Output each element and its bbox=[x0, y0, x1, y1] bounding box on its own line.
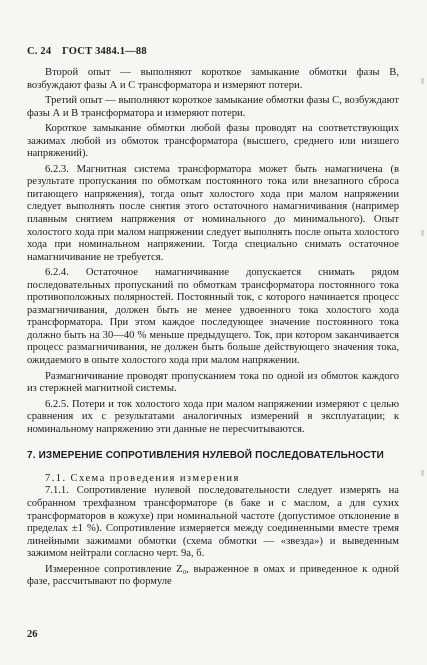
subsection-heading: 7.1. Схема проведения измерения bbox=[45, 472, 240, 484]
scan-edge-mark bbox=[421, 470, 424, 476]
document-body bbox=[27, 67, 399, 589]
paragraph: Третий опыт — выполняют короткое замыкание обмотки фазы С, возбуждают фазы А и В трансформатора и измеряют потери. bbox=[27, 95, 399, 119]
section-heading: 7. ИЗМЕРЕНИЕ СОПРОТИВЛЕНИЯ НУЛЕВОЙ ПОСЛЕДОВАТЕЛЬНОСТИ bbox=[27, 450, 384, 462]
scan-edge-mark bbox=[421, 230, 424, 236]
paragraph: 6.2.3. Магнитная система трансформатора может быть намагничена (в результате пропускания по обмоткам постоянного тока или внезапного сброса питающего напряжения), тогда опыт холостого хода при малом напряжении следует выполнять после снятия этого остаточного намагничивания (например плавным снятием напряжения от номинального до минимального). Опыт холостого хода при малом напряжении следует выполнять после опыта холостого хода при номинальном напряжении. Тогда специально снимать остаточное намагничивание не требуется. bbox=[27, 163, 399, 263]
paragraph: Измеренное сопротивление Z₀, выраженное в омах и приведенное к одной фазе, рассчитывают по формуле bbox=[27, 563, 399, 588]
paragraph: 6.2.4. Остаточное намагничивание допускается снимать рядом последовательных пропусканий по обмоткам трансформатора постоянного тока противоположных полярностей. Постоянный ток, с которого начинается процесс размагничивания, должен быть не менее удвоенного тока холостого хода трансформатора. При этом каждое последующее значение постоянного тока должно быть на 30—40 % меньше предыдущего. Ток, при котором заканчивается процесс размагничивания, не должен быть больше действующего значения тока, ожидаемого в опыте холостого хода при малом напряжении. bbox=[27, 267, 399, 367]
standard-number: ГОСТ 3484.1—88 bbox=[62, 46, 147, 57]
paragraph: Второй опыт — выполняют короткое замыкание обмотки фазы В, возбуждают фазы А и С трансформатора и измеряют потери. bbox=[27, 67, 399, 91]
scan-edge-mark bbox=[421, 78, 424, 84]
page-header bbox=[27, 46, 155, 57]
page-number: 26 bbox=[27, 629, 38, 640]
page-reference: С. 24 bbox=[27, 46, 52, 57]
paragraph: Размагничивание проводят пропусканием тока по одной из обмоток каждого из стержней магнитной системы. bbox=[27, 370, 399, 395]
paragraph: Короткое замыкание обмотки любой фазы проводят на соответствующих зажимах любой из обмоток трансформатора (высшего, среднего или низшего напряжений). bbox=[27, 123, 399, 160]
paragraph: 7.1.1. Сопротивление нулевой последовательности следует измерять на собранном трехфазном трансформаторе (в баке и с маслом, а для сухих трансформаторов в кожухе) при номинальной частоте (допустимое отклонение в пределах ±1 %). Сопротивление измеряется между соединенными вместе тремя линейными зажимами обмотки (схема обмотки — «звезда») и выведенным зажимом нейтрали согласно черт. 9а, б. bbox=[27, 485, 399, 560]
paragraph: 6.2.5. Потери и ток холостого хода при малом напряжении измеряют с целью сравнения их с результатами аналогичных измерений в эксплуатации; к номинальному напряжению эти данные не пересчитываются. bbox=[27, 398, 399, 435]
